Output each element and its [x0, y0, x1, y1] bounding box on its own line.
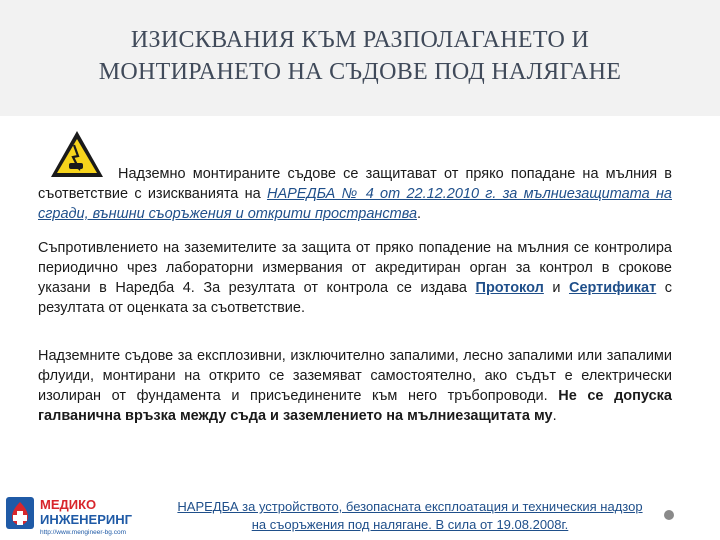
paragraph-2-and: и	[543, 280, 569, 296]
logo-url: http://www.mengineer-bg.com	[40, 529, 126, 536]
paragraph-lightning-protection	[38, 164, 672, 224]
slide-bullet-dot	[664, 510, 674, 520]
logo-line-2: ИНЖЕНЕРИНГ	[40, 512, 132, 527]
paragraph-3-bold-text: Не се допуска галванична връзка между съда и заземлението на мълниезащитата му	[38, 388, 672, 424]
paragraph-3-text: Надземните съдове за експлозивни, изключително запалими, лесно запалими или запалими флуиди, монтирани на открито се заземяват самостоятелно, ако съдът е електрически изолиран от фундамента и присъединените към него тръбопроводи.	[38, 348, 672, 404]
slide-title	[40, 24, 680, 88]
naredba-4-link[interactable]: НАРЕДБА № 4 от 22.12.2010 г. за мълниезащитата на сгради, външни съоръжения и открити пространства	[38, 186, 672, 222]
footer-naredba-link-line-2[interactable]: на съоръжения под налягане. В сила от 19.08.2008г.	[251, 517, 569, 532]
paragraph-2-text: Съпротивлението на заземителите за защита от пряко попадение на мълния се контролира периодично чрез лабораторни измервания от акредитиран орган за контрол в срокове указани в Наредба 4. За резултата от контрола се издава	[38, 240, 672, 296]
certificate-link[interactable]: Сертификат	[568, 280, 657, 296]
footer-reference	[150, 498, 670, 534]
paragraph-1-end: .	[417, 206, 422, 222]
paragraph-grounding-resistance	[38, 238, 672, 318]
footer-naredba-link-line-1[interactable]: НАРЕДБА за устройството, безопасната експлоатация и техническия надзор	[177, 499, 643, 514]
paragraph-3-end: .	[552, 408, 557, 424]
paragraph-1-text: Надземно монтираните съдове се защитават от пряко попадане на мълния в съответствие с изискванията на	[38, 166, 672, 202]
medico-engineering-logo	[4, 493, 154, 537]
title-banner	[0, 0, 720, 116]
paragraph-2-end: с резултата от оценката за съответствие.	[38, 280, 672, 316]
title-line-2: МОНТИРАНЕТО НА СЪДОВЕ ПОД НАЛЯГАНЕ	[98, 59, 622, 85]
title-line-1: ИЗИСКВАНИЯ КЪМ РАЗПОЛАГАНЕТО И	[130, 27, 590, 53]
paragraph-explosive-vessels	[38, 346, 672, 426]
protocol-link[interactable]: Протокол	[475, 280, 544, 296]
logo-line-1: МЕДИКО	[40, 497, 97, 512]
